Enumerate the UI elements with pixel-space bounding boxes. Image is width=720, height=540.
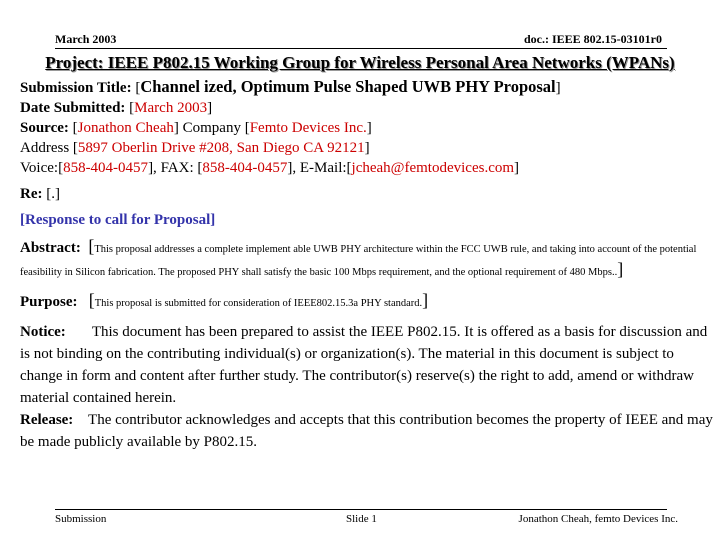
submission-title-value: Channel ized, Optimum Pulse Shaped UWB PHY Proposal (140, 77, 556, 96)
notice-text: This document has been prepared to assist the IEEE P802.15. It is offered as a basis for discussion and is not binding on the contributing individual(s) or organization(s). The material in this document is subject to change in form and content after further study. The contributor(s) reserve(s) the right to add, amend or withdraw material contained herein. (20, 324, 708, 406)
submission-title-label: Submission Title: (20, 80, 132, 96)
page-title: Project: IEEE P802.15 Working Group for Wireless Personal Area Networks (WPANs) (45, 53, 675, 72)
response-line: [Response to call for Proposal] (20, 212, 216, 228)
email-label: E-Mail: (299, 160, 347, 176)
source-name: Jonathon Cheah (77, 120, 174, 136)
fax-value: 858-404-0457 (202, 160, 288, 176)
fax-label: FAX: (160, 160, 194, 176)
abstract-label: Abstract: (20, 240, 81, 256)
header-rule (55, 48, 667, 49)
date-submitted-value: March 2003 (134, 100, 208, 116)
header-doc-id: doc.: IEEE 802.15-03101r0 (524, 32, 662, 46)
bracket-close: ] (207, 100, 213, 116)
abstract-text: This proposal addresses a complete implement able UWB PHY architecture within the FCC UWB rule, and taking into account of the potential feasibility in Silicon fabrication. The proposed PHY shall satisfy the basic 100 Mbps requirement, and the optional requirement of 480 Mbps.. (20, 244, 697, 278)
bracket-open: [ (131, 80, 141, 96)
footer-left: Submission (55, 513, 107, 525)
email-value: jcheah@femtodevices.com (351, 160, 515, 176)
re-value: [.] (46, 186, 60, 202)
bracket-close: ] (555, 80, 561, 96)
company-label: Company (182, 120, 241, 136)
purpose-para: Purpose: [This proposal is submitted for consideration of IEEE802.15.3a PHY standard.] (20, 290, 429, 310)
contact-line: Voice:[858-404-0457], FAX: [858-404-0457], E-Mail:[jcheah@femtodevices.com] (20, 160, 520, 176)
footer-slide-number: Slide 1 (346, 513, 377, 525)
source-line: Source: [Jonathon Cheah] Company [Femto Devices Inc.] (20, 120, 372, 136)
date-submitted-line (20, 98, 715, 118)
release-text: The contributor acknowledges and accepts that this contribution becomes the property of IEEE and may be made publicly available by P802.15. (20, 412, 713, 450)
header-date: March 2003 (55, 32, 117, 46)
footer-author: Jonathon Cheah, femto Devices Inc. (518, 513, 678, 525)
submission-title-line (20, 77, 715, 98)
address-line: Address [5897 Oberlin Drive #208, San Diego CA 92121] (20, 140, 370, 156)
source-label: Source: (20, 120, 69, 136)
release-para (20, 409, 715, 453)
bracket-open: [ (125, 100, 135, 116)
voice-value: 858-404-0457 (63, 160, 149, 176)
company-value: Femto Devices Inc. (249, 120, 367, 136)
release-label: Release: (20, 412, 74, 428)
address-label: Address (20, 140, 70, 156)
purpose-text: This proposal is submitted for consideration of IEEE802.15.3a PHY standard. (94, 298, 423, 309)
notice-para (20, 321, 715, 409)
abstract-para: Abstract: [This proposal addresses a complete implement able UWB PHY architecture within the FCC UWB rule, and taking into account of the potential feasibility in Silicon fabrication. The proposed PHY shall satisfy the basic 100 Mbps requirement, and the optional requirement of 480 Mbps..] (20, 236, 697, 279)
notice-label: Notice: (20, 324, 66, 340)
re-line (20, 184, 715, 204)
date-submitted-label: Date Submitted: (20, 100, 126, 116)
re-label: Re: (20, 186, 43, 202)
document-body (20, 77, 715, 453)
purpose-label: Purpose: (20, 294, 78, 310)
address-value: 5897 Oberlin Drive #208, San Diego CA 92121 (77, 140, 365, 156)
footer-rule (55, 509, 667, 510)
voice-label: Voice: (20, 160, 59, 176)
